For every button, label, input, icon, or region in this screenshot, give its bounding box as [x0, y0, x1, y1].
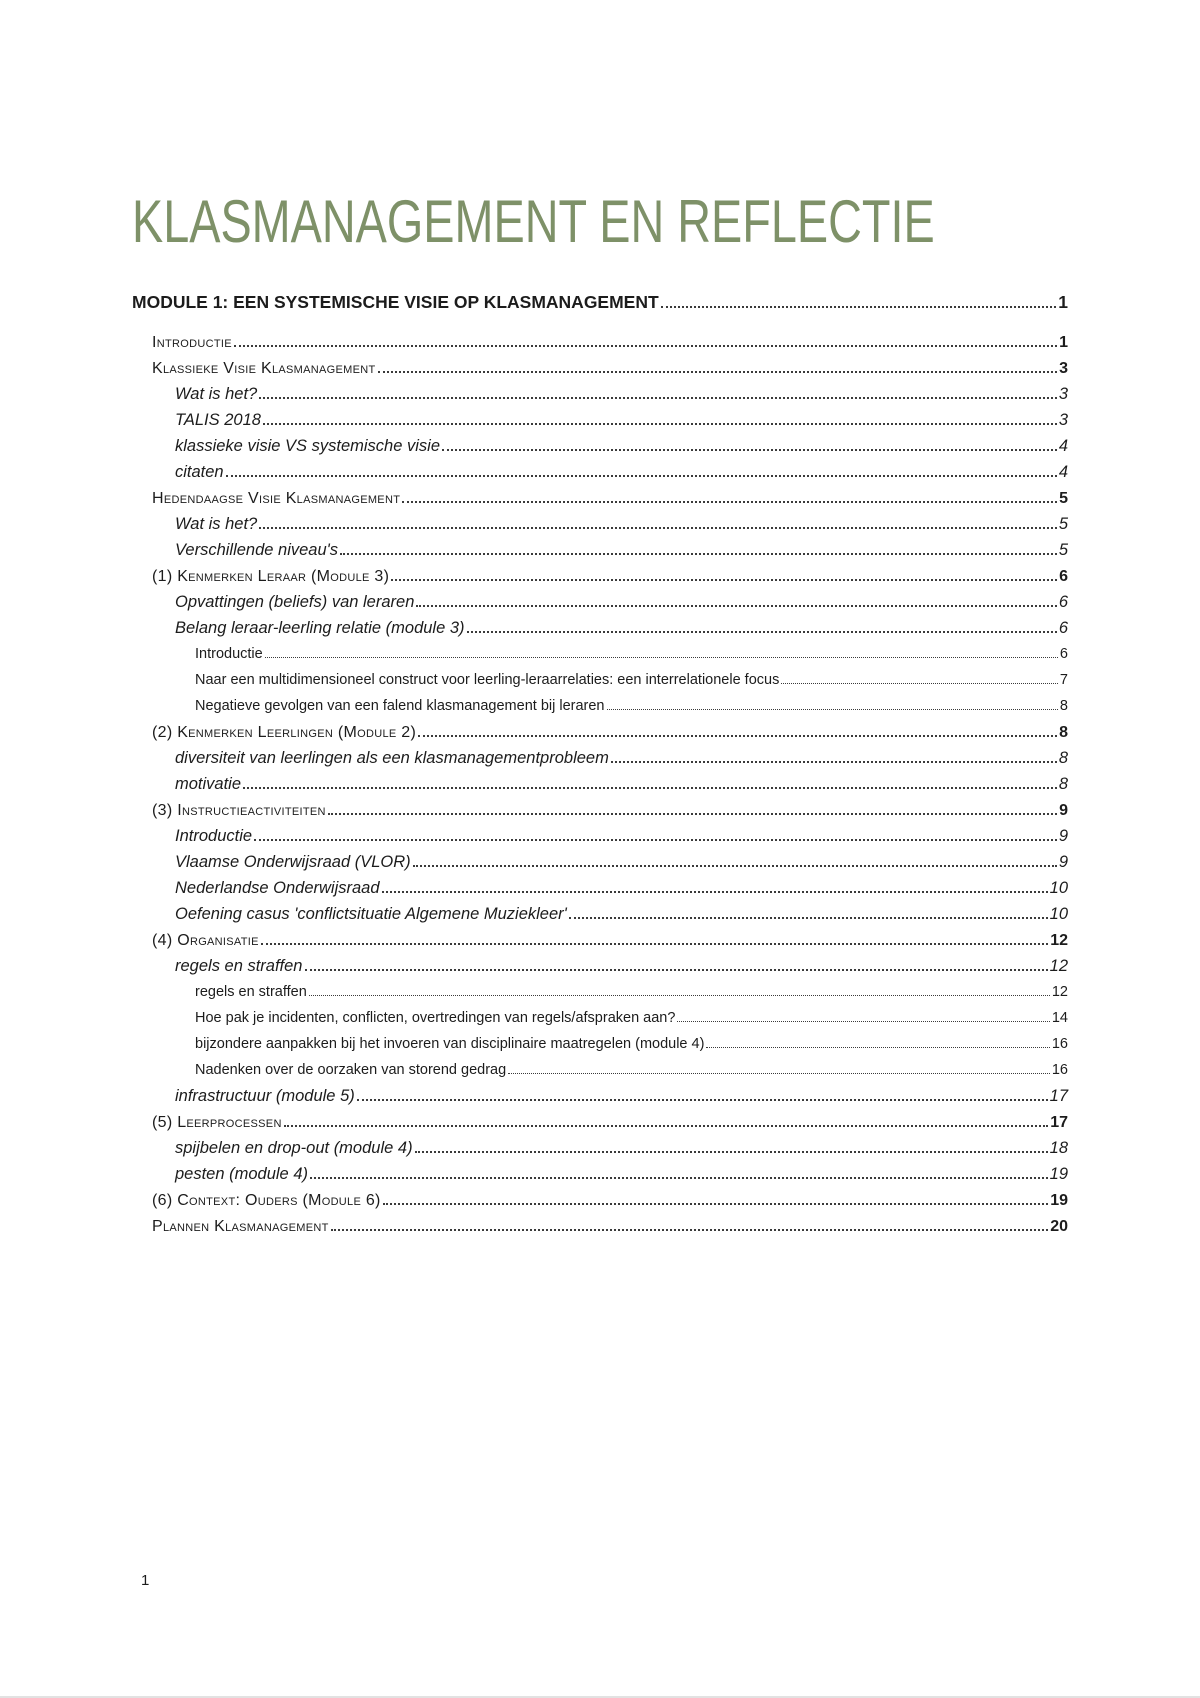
toc-entry[interactable] — [132, 515, 1068, 534]
toc-entry-label: (2) Kenmerken Leerlingen (Module 2) — [152, 724, 417, 741]
toc-entry[interactable] — [132, 1113, 1068, 1132]
toc-entry-label: Introductie — [195, 646, 263, 662]
toc-entry[interactable] — [132, 957, 1068, 976]
toc-entry[interactable] — [132, 1035, 1068, 1054]
toc-dotted-leader — [284, 1124, 1049, 1127]
toc-entry[interactable] — [132, 905, 1068, 924]
toc-entry[interactable] — [132, 983, 1068, 1002]
toc-entry[interactable] — [132, 1191, 1068, 1210]
toc-entry-label: Hoe pak je incidenten, conflicten, overtredingen van regels/afspraken aan? — [195, 1010, 676, 1026]
toc-entry-label: regels en straffen — [175, 957, 303, 975]
toc-page-number: 12 — [1051, 984, 1068, 1000]
toc-dotted-leader — [508, 1072, 1050, 1074]
toc-entry[interactable] — [132, 437, 1068, 456]
toc-dotted-leader — [328, 812, 1057, 815]
toc-entry-label: (6) Context: Ouders (Module 6) — [152, 1192, 381, 1209]
toc-page-number: 17 — [1050, 1114, 1068, 1131]
toc-entry-label: diversiteit van leerlingen als een klasmanagementprobleem — [175, 749, 609, 767]
toc-page-number: 19 — [1050, 1192, 1068, 1209]
toc-page-number: 8 — [1058, 749, 1068, 767]
toc-entry[interactable] — [132, 567, 1068, 586]
toc-page-number: 8 — [1059, 724, 1068, 741]
toc-dotted-leader — [331, 1228, 1049, 1231]
toc-entry[interactable] — [132, 697, 1068, 716]
toc-page-number: 9 — [1058, 827, 1068, 845]
toc-entry-label: (1) Kenmerken Leraar (Module 3) — [152, 568, 390, 585]
toc-entry[interactable] — [132, 749, 1068, 768]
document-content — [132, 190, 1068, 1243]
toc-entry-label: bijzondere aanpakken bij het invoeren van disciplinaire maatregelen (module 4) — [195, 1036, 705, 1052]
toc-entry-label: Plannen Klasmanagement — [152, 1218, 329, 1235]
toc-entry-label: citaten — [175, 463, 224, 481]
toc-dotted-leader — [413, 864, 1057, 867]
toc-page-number: 6 — [1059, 568, 1068, 585]
toc-entry-label: infrastructuur (module 5) — [175, 1087, 355, 1105]
toc-entry-label: (5) Leerprocessen — [152, 1114, 282, 1131]
toc-page-number: 18 — [1049, 1139, 1068, 1157]
toc-page-number: 14 — [1051, 1010, 1068, 1026]
toc-entry[interactable] — [132, 619, 1068, 638]
toc-entry[interactable] — [132, 1139, 1068, 1158]
toc-entry-label: Belang leraar-leerling relatie (module 3) — [175, 619, 465, 637]
toc-dotted-leader — [442, 448, 1057, 451]
toc-entry[interactable] — [132, 593, 1068, 612]
toc-entry[interactable] — [132, 1165, 1068, 1184]
toc-entry[interactable] — [132, 853, 1068, 872]
toc-dotted-leader — [254, 838, 1057, 841]
toc-page-number: 3 — [1058, 411, 1068, 429]
toc-entry-label: Nederlandse Onderwijsraad — [175, 879, 380, 897]
toc-entry-label: Introductie — [175, 827, 253, 845]
toc-dotted-leader — [415, 1150, 1048, 1153]
toc-dotted-leader — [261, 942, 1048, 945]
toc-entry-label: pesten (module 4) — [175, 1165, 308, 1183]
toc-page-number: 5 — [1059, 490, 1068, 507]
toc-entry[interactable] — [132, 541, 1068, 560]
toc-entry-label: (3) Instructieactiviteiten — [152, 802, 326, 819]
toc-page-number: 12 — [1050, 932, 1068, 949]
toc-page-number: 10 — [1049, 879, 1068, 897]
toc-page-number: 20 — [1050, 1218, 1068, 1235]
toc-dotted-leader — [416, 604, 1056, 607]
toc-page-number: 1 — [1058, 292, 1068, 312]
toc-page-number: 9 — [1058, 853, 1068, 871]
toc-page-number: 12 — [1049, 957, 1068, 975]
toc-entry[interactable] — [132, 879, 1068, 898]
toc-dotted-leader — [234, 344, 1057, 347]
toc-entry-label: TALIS 2018 — [175, 411, 261, 429]
toc-dotted-leader — [611, 760, 1057, 763]
toc-dotted-leader — [781, 682, 1058, 684]
table-of-contents — [132, 293, 1068, 1236]
toc-dotted-leader — [382, 890, 1048, 893]
toc-dotted-leader — [259, 526, 1057, 529]
toc-entry[interactable] — [132, 671, 1068, 690]
toc-page-number: 4 — [1058, 463, 1068, 481]
toc-dotted-leader — [265, 656, 1058, 658]
toc-dotted-leader — [259, 396, 1057, 399]
toc-page-number: 1 — [1059, 334, 1068, 351]
toc-dotted-leader — [706, 1046, 1049, 1048]
toc-entry[interactable] — [132, 931, 1068, 950]
toc-dotted-leader — [418, 734, 1057, 737]
toc-page-number: 8 — [1058, 775, 1068, 793]
toc-entry-label: Oefening casus 'conflictsituatie Algemene Muziekleer' — [175, 905, 567, 923]
toc-page-number: 16 — [1051, 1036, 1068, 1052]
toc-entry-label: Wat is het? — [175, 385, 258, 403]
toc-page-number: 5 — [1058, 541, 1068, 559]
toc-page-number: 9 — [1059, 802, 1068, 819]
toc-entry[interactable] — [132, 645, 1068, 664]
toc-dotted-leader — [569, 916, 1048, 919]
toc-entry-label: Verschillende niveau's — [175, 541, 339, 559]
toc-entry[interactable] — [132, 359, 1068, 378]
toc-entry-label: Negatieve gevolgen van een falend klasmanagement bij leraren — [195, 698, 605, 714]
toc-dotted-leader — [391, 578, 1057, 581]
toc-dotted-leader — [402, 500, 1057, 503]
toc-entry-label: regels en straffen — [195, 984, 307, 1000]
toc-entry-label: spijbelen en drop-out (module 4) — [175, 1139, 413, 1157]
toc-dotted-leader — [243, 786, 1057, 789]
toc-entry-label: Hedendaagse Visie Klasmanagement — [152, 490, 401, 507]
toc-entry[interactable] — [132, 333, 1068, 352]
toc-entry-label: Nadenken over de oorzaken van storend gedrag — [195, 1062, 507, 1078]
toc-entry-label: motivatie — [175, 775, 242, 793]
toc-entry[interactable] — [132, 1087, 1068, 1106]
toc-page-number: 6 — [1058, 593, 1068, 611]
toc-dotted-leader — [383, 1202, 1049, 1205]
toc-entry-label: Wat is het? — [175, 515, 258, 533]
toc-entry[interactable] — [132, 489, 1068, 508]
toc-entry-label: Introductie — [152, 334, 232, 351]
toc-entry[interactable] — [132, 827, 1068, 846]
toc-entry[interactable] — [132, 1217, 1068, 1236]
toc-dotted-leader — [677, 1020, 1049, 1022]
toc-dotted-leader — [310, 1176, 1048, 1179]
toc-dotted-leader — [226, 474, 1057, 477]
toc-entry[interactable] — [132, 385, 1068, 404]
toc-dotted-leader — [357, 1098, 1048, 1101]
toc-page-number: 5 — [1058, 515, 1068, 533]
document-title: KLASMANAGEMENT EN REFLECTIE — [132, 188, 935, 255]
toc-dotted-leader — [378, 370, 1058, 373]
toc-page-number: 6 — [1059, 646, 1068, 662]
toc-dotted-leader — [467, 630, 1057, 633]
toc-entry[interactable] — [132, 801, 1068, 820]
toc-dotted-leader — [607, 708, 1058, 710]
toc-entry-label: Vlaamse Onderwijsraad (VLOR) — [175, 853, 411, 871]
toc-dotted-leader — [263, 422, 1057, 425]
toc-page-number: 4 — [1058, 437, 1068, 455]
toc-entry-label: Opvattingen (beliefs) van leraren — [175, 593, 415, 611]
toc-entry[interactable] — [132, 293, 1068, 312]
toc-entry[interactable] — [132, 411, 1068, 430]
toc-page-number: 3 — [1059, 360, 1068, 377]
toc-page-number: 16 — [1051, 1062, 1068, 1078]
toc-dotted-leader — [309, 994, 1050, 996]
toc-entry-label: Naar een multidimensioneel construct voor leerling-leraarrelaties: een interrelationele focus — [195, 672, 780, 688]
toc-page-number: 6 — [1058, 619, 1068, 637]
toc-page-number: 7 — [1059, 672, 1068, 688]
toc-entry-label: MODULE 1: EEN SYSTEMISCHE VISIE OP KLASMANAGEMENT — [132, 292, 659, 312]
toc-entry-label: klassieke visie VS systemische visie — [175, 437, 440, 455]
toc-entry[interactable] — [132, 1061, 1068, 1080]
toc-entry-label: Klassieke Visie Klasmanagement — [152, 360, 376, 377]
toc-entry[interactable] — [132, 463, 1068, 482]
toc-dotted-leader — [340, 552, 1057, 555]
toc-page-number: 8 — [1059, 698, 1068, 714]
toc-page-number: 10 — [1049, 905, 1068, 923]
toc-page-number: 17 — [1049, 1087, 1068, 1105]
toc-entry[interactable] — [132, 723, 1068, 742]
toc-entry[interactable] — [132, 1009, 1068, 1028]
toc-entry[interactable] — [132, 775, 1068, 794]
toc-entry-label: (4) Organisatie — [152, 932, 259, 949]
toc-dotted-leader — [305, 968, 1048, 971]
toc-dotted-leader — [661, 305, 1057, 308]
toc-page-number: 19 — [1049, 1165, 1068, 1183]
toc-page-number: 3 — [1058, 385, 1068, 403]
footer-page-number: 1 — [141, 1572, 150, 1589]
